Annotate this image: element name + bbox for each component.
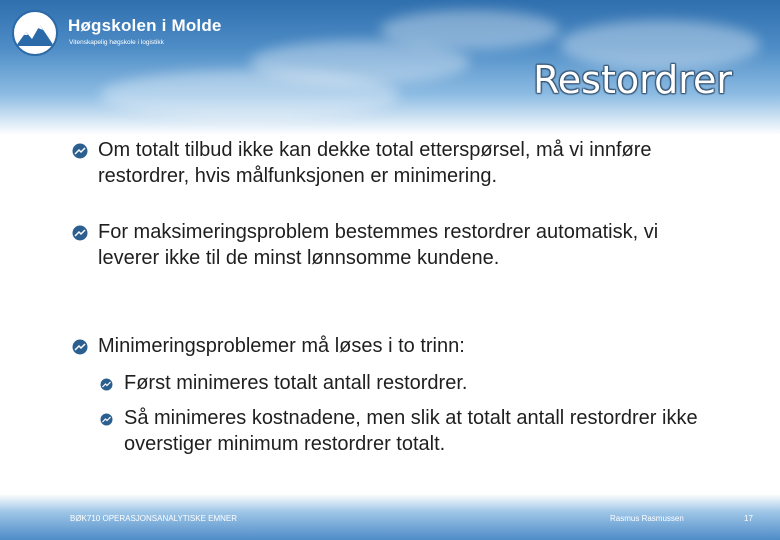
bullet-marker-icon	[72, 143, 88, 159]
institution-logo	[6, 6, 266, 56]
bullet-item	[72, 333, 692, 359]
page-number: 17	[744, 514, 753, 523]
bullet-text: For maksimeringsproblem bestemmes restordrer automatisk, vi leverer ikke til de minst lønnsomme kundene.	[98, 221, 659, 269]
bullet-marker-icon	[72, 225, 88, 241]
bullet-marker-icon	[72, 339, 88, 355]
logo-name: Høgskolen i Molde	[68, 16, 222, 35]
footer-author: Rasmus Rasmussen	[610, 514, 684, 523]
sub-bullet-marker-icon	[100, 413, 113, 426]
sub-bullet-text: Så minimeres kostnadene, men slik at totalt antall restordrer ikke overstiger minimum restordrer totalt.	[124, 407, 698, 455]
sub-bullet-item	[100, 370, 700, 396]
sub-bullet-text: Først minimeres totalt antall restordrer.	[124, 372, 468, 394]
sub-bullet-item	[100, 405, 700, 457]
mountain-logo-icon	[12, 10, 58, 56]
slide-title: Restordrer	[533, 58, 732, 102]
bullet-text: Minimeringsproblemer må løses i to trinn:	[98, 335, 465, 357]
bullet-item	[72, 137, 692, 189]
bullet-item	[72, 219, 692, 271]
logo-tagline: Vitenskapelig høgskole i logistikk	[69, 39, 164, 46]
sub-bullet-marker-icon	[100, 378, 113, 391]
footer-course: BØK710 OPERASJONSANALYTISKE EMNER	[70, 514, 238, 523]
bullet-text: Om totalt tilbud ikke kan dekke total etterspørsel, må vi innføre restordrer, hvis målfunksjonen er minimering.	[98, 139, 652, 187]
